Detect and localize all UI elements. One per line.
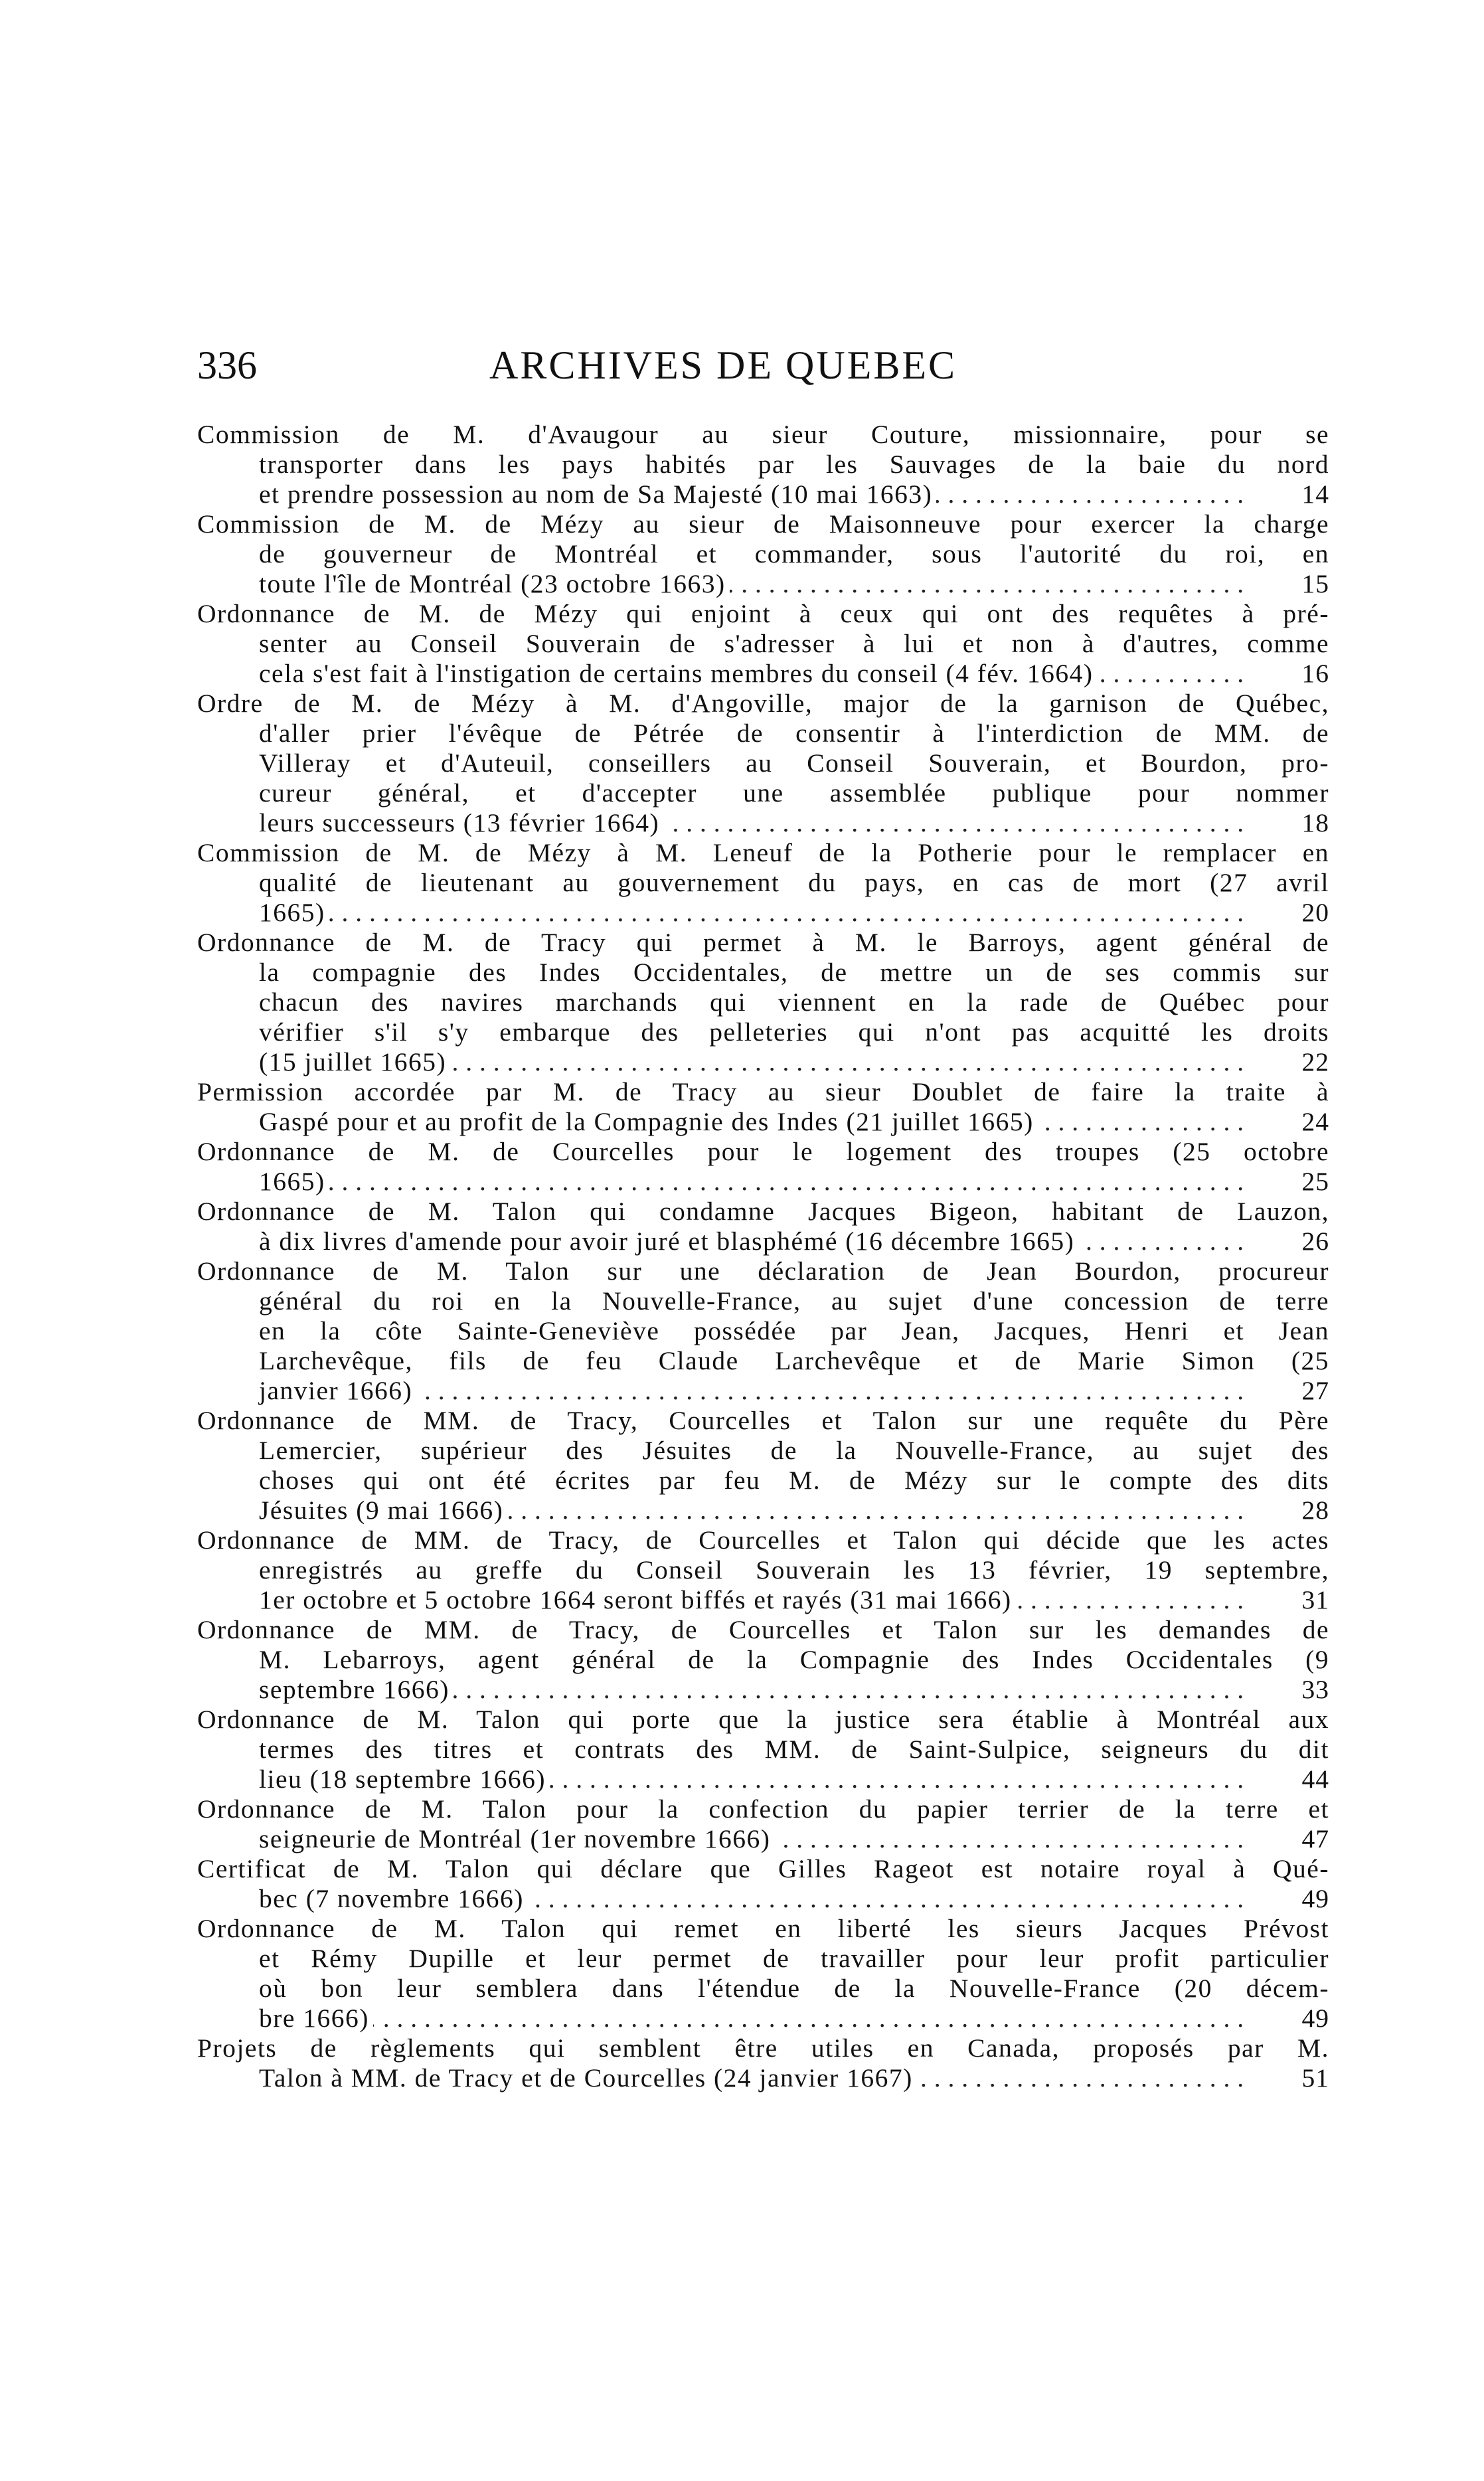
toc-entry-line [197, 689, 1329, 719]
toc-entry-line [197, 1824, 1329, 1854]
toc-entry-line [197, 659, 1329, 689]
toc-entry-line [197, 1675, 1329, 1705]
toc-page-number: 22 [1297, 1047, 1330, 1077]
toc-entry-text: Ordonnance de MM. de Tracy, de Courcelles et Talon qui décide que les actes [197, 1525, 1329, 1555]
toc-entry-line [197, 2033, 1329, 2063]
toc-entry-text: Ordonnance de M. Talon sur une déclaration de Jean Bourdon, procureur [197, 1256, 1329, 1286]
toc-entry [197, 928, 1329, 1077]
toc-page-number: 25 [1297, 1167, 1330, 1197]
toc-entry-text: Ordre de M. de Mézy à M. d'Angoville, major de la garnison de Québec, [197, 689, 1329, 718]
toc-entry-line [197, 1944, 1329, 1974]
toc-entry [197, 2033, 1329, 2093]
toc-entry [197, 838, 1329, 928]
toc-entry-line [197, 958, 1329, 987]
toc-entry-line [197, 1227, 1329, 1256]
toc-entry-text: 1er octobre et 5 octobre 1664 seront biffés et rayés (31 mai 1666) [259, 1585, 1016, 1614]
toc-entry-line [197, 1645, 1329, 1675]
toc-entry [197, 1077, 1329, 1137]
toc-entry-line [197, 838, 1329, 868]
toc-entry [197, 1914, 1329, 2033]
toc-entry-line [197, 1167, 1329, 1197]
toc-entry [197, 689, 1329, 838]
toc-entry-line [197, 450, 1329, 479]
toc-entry-line [197, 599, 1329, 629]
toc-entry-text: Ordonnance de M. de Mézy qui enjoint à ceux qui ont des requêtes à pré- [197, 599, 1329, 628]
toc-entry-text: en la côte Sainte-Geneviève possédée par Jean, Jacques, Henri et Jean [259, 1316, 1329, 1345]
toc-entry-line [197, 1017, 1329, 1047]
toc-entry-text: Larchevêque, fils de feu Claude Larchevêque et de Marie Simon (25 [259, 1346, 1329, 1375]
toc-entry [197, 1854, 1329, 1914]
toc-entry-line [197, 539, 1329, 569]
toc-entry-line [197, 1346, 1329, 1376]
toc-entry [197, 1197, 1329, 1256]
toc-page-number: 24 [1297, 1107, 1330, 1137]
toc-entry-text: général du roi en la Nouvelle-France, au sujet d'une concession de terre [259, 1286, 1329, 1316]
toc-entry-text: Ordonnance de M. de Tracy qui permet à M. le Barroys, agent général de [197, 928, 1329, 957]
toc-entry-line [197, 1496, 1329, 1525]
toc-entry-line [197, 898, 1329, 928]
table-of-contents [197, 420, 1329, 2093]
toc-entry-text: bec (7 novembre 1666) [259, 1884, 528, 1913]
page-number: 336 [197, 343, 257, 387]
toc-entry [197, 1615, 1329, 1705]
toc-entry-line [197, 479, 1329, 509]
toc-entry-line [197, 1406, 1329, 1436]
toc-entry-line [197, 1854, 1329, 1884]
toc-page-number: 47 [1297, 1824, 1330, 1854]
toc-entry-text: vérifier s'il s'y embarque des pelleteries qui n'ont pas acquitté les droits [259, 1017, 1329, 1047]
toc-entry-text: Ordonnance de M. Talon qui condamne Jacques Bigeon, habitant de Lauzon, [197, 1197, 1329, 1226]
toc-entry-text: chacun des navires marchands qui viennent en la rade de Québec pour [259, 987, 1329, 1017]
toc-entry [197, 509, 1329, 599]
toc-entry-line [197, 928, 1329, 958]
toc-entry-text: Commission de M. de Mézy au sieur de Maisonneuve pour exercer la charge [197, 509, 1329, 539]
toc-entry-text: Commission de M. de Mézy à M. Leneuf de la Potherie pour le remplacer en [197, 838, 1329, 867]
toc-entry-text: Lemercier, supérieur des Jésuites de la Nouvelle-France, au sujet des [259, 1436, 1329, 1465]
toc-page-number: 15 [1297, 569, 1330, 599]
toc-entry-text: transporter dans les pays habités par les Sauvages de la baie du nord [259, 450, 1329, 479]
toc-entry-text: et Rémy Dupille et leur permet de travailler pour leur profit particulier [259, 1944, 1329, 1973]
toc-entry-line [197, 2063, 1329, 2093]
toc-entry-line [197, 1436, 1329, 1466]
toc-entry [197, 420, 1329, 509]
toc-entry-line [197, 1615, 1329, 1645]
toc-entry-line [197, 1376, 1329, 1406]
toc-entry-line [197, 629, 1329, 659]
toc-entry-text: à dix livres d'amende pour avoir juré et blasphémé (16 décembre 1665) [259, 1227, 1078, 1256]
toc-page-number: 26 [1297, 1227, 1330, 1256]
toc-entry-text: seigneurie de Montréal (1er novembre 1666) [259, 1824, 774, 1853]
toc-entry-text: Ordonnance de MM. de Tracy, Courcelles et Talon sur une requête du Père [197, 1406, 1329, 1435]
toc-entry-text: qualité de lieutenant au gouvernement du pays, en cas de mort (27 avril [259, 868, 1329, 897]
toc-entry [197, 1794, 1329, 1854]
toc-entry-line [197, 1914, 1329, 1944]
toc-entry-text: d'aller prier l'évêque de Pétrée de consentir à l'interdiction de MM. de [259, 719, 1329, 748]
toc-page-number: 20 [1297, 898, 1330, 928]
toc-entry-line [197, 1137, 1329, 1167]
toc-entry-line [197, 1466, 1329, 1496]
toc-entry-line [197, 1974, 1329, 2004]
toc-entry-text: de gouverneur de Montréal et commander, sous l'autorité du roi, en [259, 539, 1329, 568]
running-title: ARCHIVES DE QUEBEC [489, 343, 957, 387]
toc-entry-text: Talon à MM. de Tracy et de Courcelles (24 janvier 1667) [259, 2063, 917, 2093]
toc-entry [197, 1705, 1329, 1794]
toc-entry-text: où bon leur semblera dans l'étendue de la Nouvelle-France (20 décem- [259, 1974, 1329, 2003]
toc-page-number: 14 [1297, 479, 1330, 509]
toc-entry-text: Permission accordée par M. de Tracy au sieur Doublet de faire la traite à [197, 1077, 1329, 1106]
toc-entry-line [197, 1286, 1329, 1316]
toc-entry-line [197, 868, 1329, 898]
toc-entry-line [197, 1555, 1329, 1585]
toc-entry-line [197, 1585, 1329, 1615]
toc-entry-text: M. Lebarroys, agent général de la Compagnie des Indes Occidentales (9 [259, 1645, 1329, 1674]
toc-entry-line [197, 420, 1329, 450]
toc-entry-line [197, 748, 1329, 778]
toc-entry-line [197, 1107, 1329, 1137]
toc-entry [197, 1256, 1329, 1406]
toc-entry [197, 1137, 1329, 1197]
toc-entry-text: Ordonnance de MM. de Tracy, de Courcelles et Talon sur les demandes de [197, 1615, 1329, 1644]
toc-entry-text: 1665) [259, 1167, 329, 1196]
toc-entry-text: 1665) [259, 898, 329, 927]
toc-entry-text: Projets de règlements qui semblent être utiles en Canada, proposés par M. [197, 2033, 1329, 2063]
toc-entry-text: cela s'est fait à l'instigation de certains membres du conseil (4 fév. 1664) [259, 659, 1098, 688]
toc-page-number: 16 [1297, 659, 1330, 689]
toc-page-number: 18 [1297, 808, 1330, 838]
toc-entry-line [197, 1047, 1329, 1077]
toc-entry-text: choses qui ont été écrites par feu M. de Mézy sur le compte des dits [259, 1466, 1329, 1495]
toc-entry-line [197, 569, 1329, 599]
toc-entry-text: la compagnie des Indes Occidentales, de mettre un de ses commis sur [259, 958, 1329, 987]
toc-entry-line [197, 1705, 1329, 1735]
toc-entry-text: et prendre possession au nom de Sa Majesté (10 mai 1663) [259, 479, 936, 509]
toc-entry-line [197, 1764, 1329, 1794]
toc-entry-line [197, 1256, 1329, 1286]
toc-entry-text: Ordonnance de M. Talon qui porte que la justice sera établie à Montréal aux [197, 1705, 1329, 1734]
toc-entry-line [197, 1794, 1329, 1824]
toc-entry-line [197, 808, 1329, 838]
toc-entry-text: senter au Conseil Souverain de s'adresser à lui et non à d'autres, comme [259, 629, 1329, 658]
toc-entry-text: septembre 1666) [259, 1675, 453, 1704]
toc-entry-line [197, 509, 1329, 539]
toc-entry-text: janvier 1666) [259, 1376, 416, 1405]
toc-entry-text: leurs successeurs (13 février 1664) [259, 808, 663, 837]
toc-entry-text: termes des titres et contrats des MM. de Saint-Sulpice, seigneurs du dit [259, 1735, 1329, 1764]
toc-entry-text: lieu (18 septembre 1666) [259, 1764, 550, 1794]
toc-entry-line [197, 1525, 1329, 1555]
toc-entry-text: enregistrés au greffe du Conseil Souverain les 13 février, 19 septembre, [259, 1555, 1329, 1584]
toc-page-number: 51 [1297, 2063, 1330, 2093]
toc-entry-text: Commission de M. d'Avaugour au sieur Couture, missionnaire, pour se [197, 420, 1329, 449]
toc-entry-text: cureur général, et d'accepter une assemblée publique pour nommer [259, 778, 1329, 808]
toc-entry-text: (15 juillet 1665) [259, 1047, 450, 1076]
toc-page-number: 49 [1297, 2004, 1330, 2033]
toc-entry-line [197, 1077, 1329, 1107]
toc-entry-text: Ordonnance de M. Talon qui remet en liberté les sieurs Jacques Prévost [197, 1914, 1329, 1943]
toc-entry-text: bre 1666) [259, 2004, 373, 2033]
toc-entry-line [197, 1197, 1329, 1227]
toc-entry-line [197, 719, 1329, 748]
toc-page-number: 33 [1297, 1675, 1330, 1705]
toc-entry-text: Jésuites (9 mai 1666) [259, 1496, 507, 1525]
toc-page-number: 28 [1297, 1496, 1330, 1525]
toc-entry [197, 1525, 1329, 1615]
toc-page-number: 44 [1297, 1764, 1330, 1794]
toc-entry-line [197, 1735, 1329, 1764]
toc-entry-line [197, 987, 1329, 1017]
toc-entry [197, 599, 1329, 689]
toc-entry-text: Gaspé pour et au profit de la Compagnie des Indes (21 juillet 1665) [259, 1107, 1038, 1136]
toc-entry-line [197, 1316, 1329, 1346]
toc-entry-text: Ordonnance de M. Talon pour la confection du papier terrier de la terre et [197, 1794, 1329, 1824]
toc-entry-text: toute l'île de Montréal (23 octobre 1663) [259, 569, 730, 598]
toc-entry-line [197, 778, 1329, 808]
toc-entry-line [197, 1884, 1329, 1914]
toc-entry-text: Villeray et d'Auteuil, conseillers au Conseil Souverain, et Bourdon, pro- [259, 748, 1329, 778]
toc-page-number: 49 [1297, 1884, 1330, 1914]
toc-entry [197, 1406, 1329, 1525]
toc-entry-text: Ordonnance de M. de Courcelles pour le logement des troupes (25 octobre [197, 1137, 1329, 1166]
toc-page-number: 27 [1297, 1376, 1330, 1406]
toc-entry-line [197, 2004, 1329, 2033]
toc-entry-text: Certificat de M. Talon qui déclare que Gilles Rageot est notaire royal à Qué- [197, 1854, 1329, 1883]
page-header [197, 335, 1329, 395]
toc-page-number: 31 [1297, 1585, 1330, 1615]
